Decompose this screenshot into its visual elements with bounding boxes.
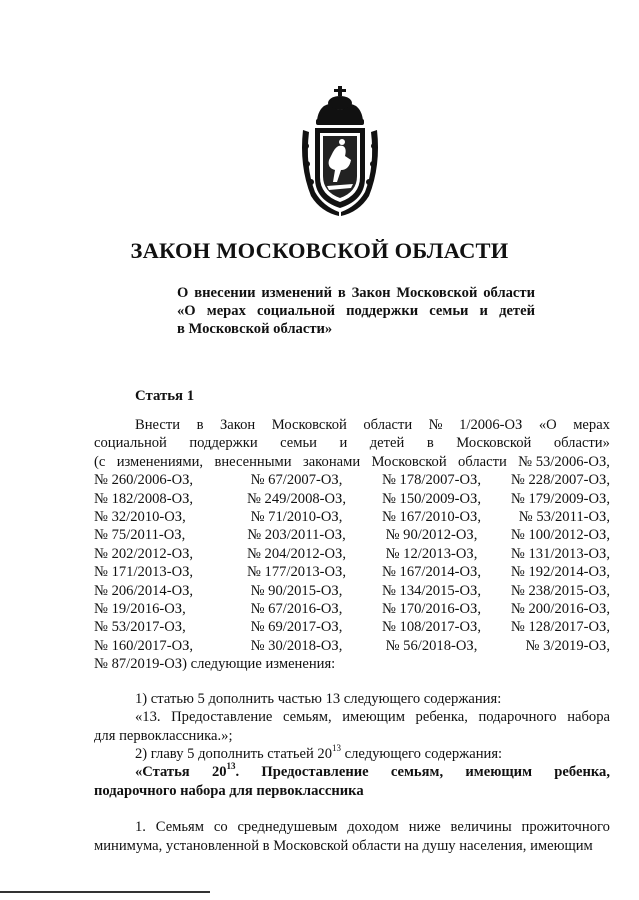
article-body	[94, 416, 610, 855]
law-reference: № 3/2019-ОЗ,	[525, 637, 610, 654]
item-1-quote-end: для первоклассника.»;	[94, 727, 233, 744]
law-reference: № 160/2017-ОЗ,	[94, 637, 194, 654]
law-reference-row	[94, 471, 610, 489]
crown-icon	[316, 86, 364, 125]
law-reference: № 32/2010-ОЗ,	[94, 509, 186, 526]
law-reference: № 177/2013-ОЗ,	[246, 564, 347, 581]
law-reference-row	[94, 563, 610, 581]
law-reference: № 178/2007-ОЗ,	[381, 472, 482, 489]
law-reference-row	[94, 600, 610, 618]
intro-line-1: Внести в Закон Московской области № 1/2006-ОЗ «О мерах	[135, 417, 610, 433]
coat-of-arms-emblem	[297, 86, 383, 220]
law-reference: № 170/2016-ОЗ,	[381, 601, 482, 618]
item-2: 2) главу 5 дополнить статьей $20^{13}$ следующего содержания:	[135, 743, 503, 762]
law-reference: № 134/2015-ОЗ,	[381, 582, 482, 599]
law-reference: № 128/2017-ОЗ,	[510, 619, 610, 636]
law-reference: № 167/2010-ОЗ,	[381, 509, 482, 526]
law-reference: № 56/2018-ОЗ,	[385, 637, 478, 654]
law-reference-row	[94, 545, 610, 563]
law-reference-row	[94, 637, 610, 655]
law-reference: № 249/2008-ОЗ,	[246, 490, 347, 507]
law-reference: № 228/2007-ОЗ,	[510, 472, 610, 489]
law-reference: № 90/2012-ОЗ,	[385, 527, 478, 544]
intro-line-3: (с изменениями, внесенными законами Московской области № 53/2006-ОЗ,	[94, 453, 610, 470]
law-reference: № 204/2012-ОЗ,	[246, 545, 347, 562]
item-1-quote: «13. Предоставление семьям, имеющим ребенка, подарочного набора	[135, 709, 610, 726]
law-reference-row	[94, 526, 610, 544]
law-reference: № 260/2006-ОЗ,	[94, 472, 194, 489]
law-reference: № 200/2016-ОЗ,	[510, 601, 610, 618]
intro-last-line: № 87/2019-ОЗ) следующие изменения:	[94, 656, 336, 673]
law-subtitle	[177, 285, 535, 338]
paragraph-1-line-2: минимума, установленной в Московской области на душу населения, имеющим	[94, 837, 593, 854]
article-20-13-heading-end: подарочного набора для первоклассника	[94, 782, 364, 799]
law-reference-list	[94, 471, 610, 655]
law-reference: № 131/2013-ОЗ,	[510, 545, 610, 562]
law-reference: № 100/2012-ОЗ,	[510, 527, 610, 544]
law-reference: № 90/2015-ОЗ,	[250, 582, 343, 599]
law-reference: № 75/2011-ОЗ,	[94, 527, 186, 544]
law-reference-row	[94, 490, 610, 508]
law-reference-row	[94, 618, 610, 636]
law-reference: № 171/2013-ОЗ,	[94, 564, 194, 581]
subtitle-line: в Московской области»	[177, 320, 333, 337]
law-reference: № 53/2017-ОЗ,	[94, 619, 186, 636]
law-reference: № 53/2011-ОЗ,	[518, 509, 610, 526]
law-reference: № 69/2017-ОЗ,	[250, 619, 343, 636]
item-1: 1) статью 5 дополнить частью 13 следующего содержания:	[135, 690, 502, 707]
law-reference: № 238/2015-ОЗ,	[510, 582, 610, 599]
law-title: ЗАКОН МОСКОВСКОЙ ОБЛАСТИ	[130, 238, 509, 263]
law-reference: № 108/2017-ОЗ,	[381, 619, 482, 636]
law-reference: № 167/2014-ОЗ,	[381, 564, 482, 581]
intro-line-2: социальной поддержки семьи и детей в Московской области»	[94, 435, 610, 452]
law-reference: № 182/2008-ОЗ,	[94, 490, 194, 507]
subtitle-line: О внесении изменений в Закон Московской области	[177, 285, 535, 301]
law-reference: № 179/2009-ОЗ,	[510, 490, 610, 507]
subtitle-line: «О мерах социальной поддержки семьи и детей	[177, 302, 535, 319]
law-reference: № 150/2009-ОЗ,	[381, 490, 482, 507]
law-reference: № 19/2016-ОЗ,	[94, 601, 186, 618]
law-reference: № 206/2014-ОЗ,	[94, 582, 194, 599]
law-reference: № 71/2010-ОЗ,	[250, 509, 343, 526]
law-reference: № 67/2007-ОЗ,	[250, 472, 343, 489]
law-reference: № 30/2018-ОЗ,	[250, 637, 343, 654]
law-reference-row	[94, 508, 610, 526]
shield-icon	[315, 128, 365, 208]
law-reference: № 12/2013-ОЗ,	[385, 545, 478, 562]
paragraph-1-line-1: 1. Семьям со среднедушевым доходом ниже величины прожиточного	[135, 819, 610, 836]
law-reference: № 203/2011-ОЗ,	[247, 527, 346, 544]
law-reference: № 192/2014-ОЗ,	[510, 564, 610, 581]
article-heading: Статья 1	[135, 388, 195, 404]
footer-rule	[0, 891, 210, 893]
law-reference-row	[94, 582, 610, 600]
law-reference: № 67/2016-ОЗ,	[250, 601, 343, 618]
article-20-13-heading: «Статья $20^{13}$. Предоставление семьям, имеющим ребенка,	[135, 761, 610, 781]
law-reference: № 202/2012-ОЗ,	[94, 545, 194, 562]
